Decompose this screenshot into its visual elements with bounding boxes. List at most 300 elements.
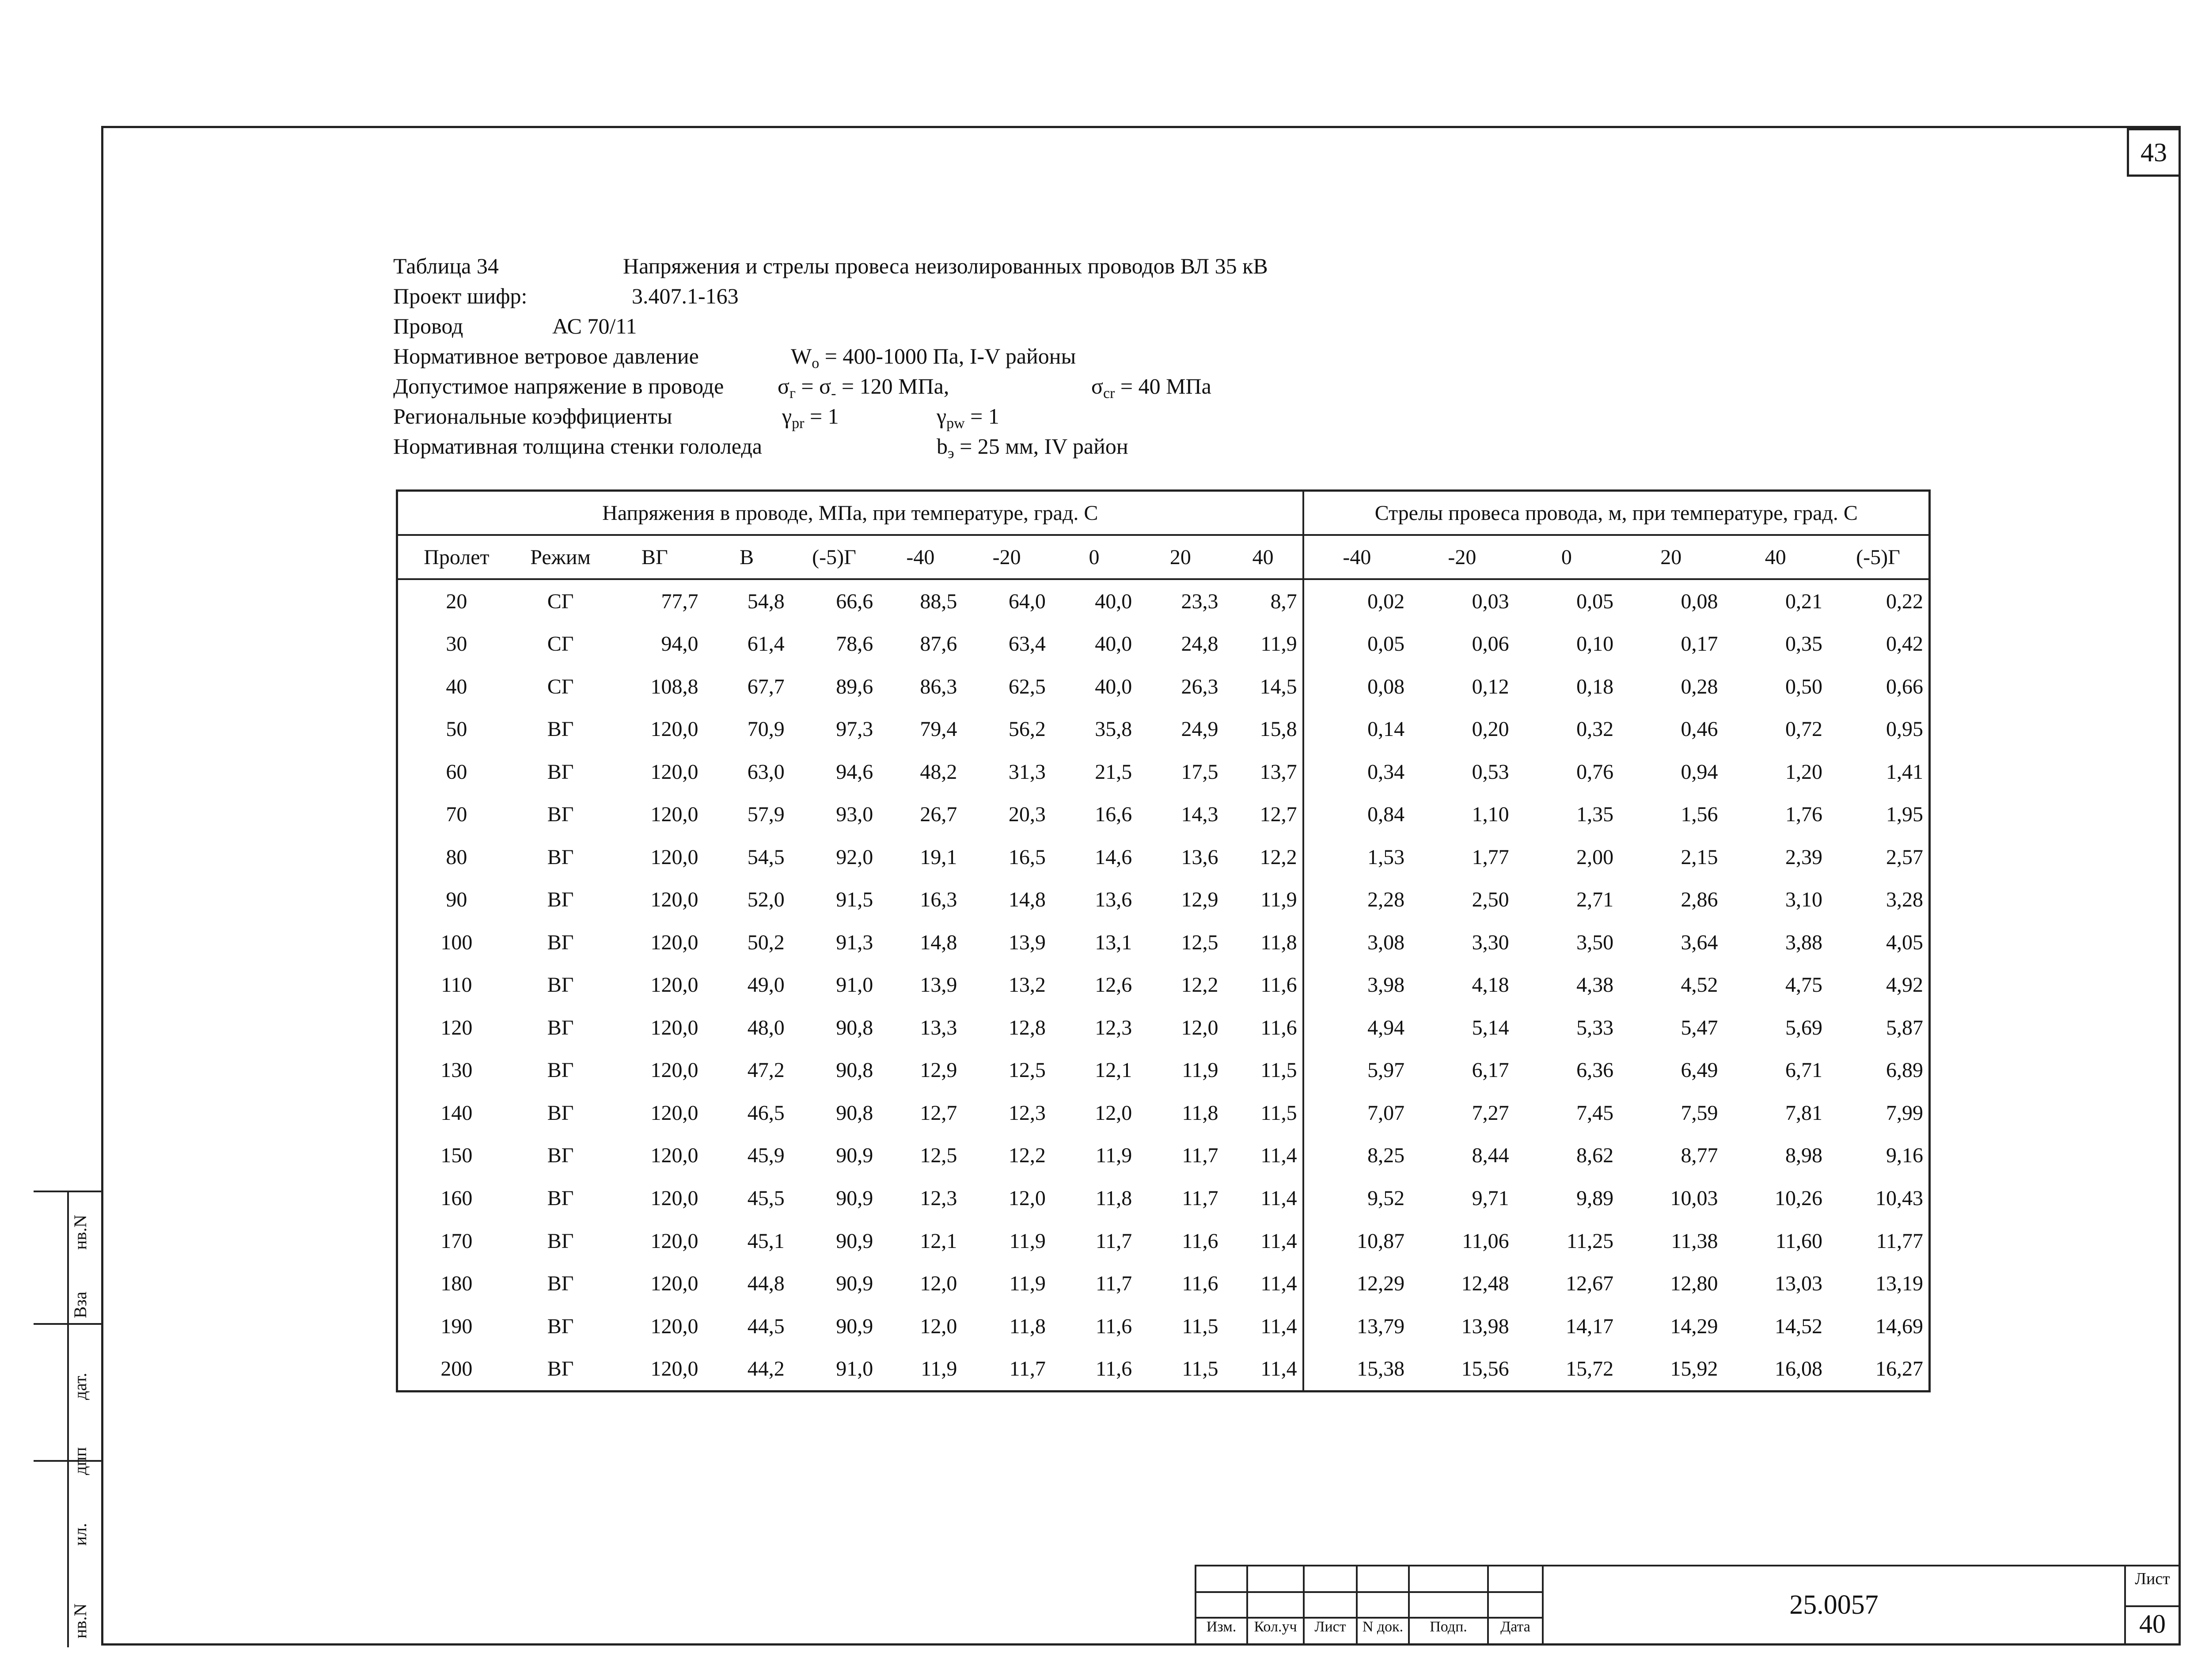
table-cell: 91,0 — [836, 1357, 873, 1381]
table-cell: 10,87 — [1357, 1229, 1405, 1253]
project-code: 3.407.1-163 — [632, 284, 739, 308]
table-cell: 86,3 — [920, 675, 957, 698]
table-row — [397, 1347, 1930, 1391]
table-cell: 87,6 — [920, 632, 957, 656]
column-header: -40 — [1303, 535, 1410, 579]
table-cell: 120,0 — [650, 1058, 698, 1082]
table-cell: 40,0 — [1095, 589, 1132, 613]
table-cell: 0,05 — [1367, 632, 1405, 656]
table-cell: 11,7 — [1096, 1229, 1132, 1253]
title-block — [1195, 1565, 2181, 1646]
table-cell: 11,4 — [1224, 1347, 1303, 1391]
table-title: Напряжения и стрелы провеса неизолированных проводов ВЛ 35 кВ — [623, 254, 1268, 278]
table-cell: 0,35 — [1785, 632, 1822, 656]
table-cell: 4,05 — [1886, 930, 1923, 954]
table-cell: 6,17 — [1472, 1058, 1509, 1082]
table-cell: 5,97 — [1367, 1058, 1405, 1082]
tb-col-kolvo: Кол.уч — [1254, 1619, 1297, 1635]
table-cell: 91,5 — [836, 888, 873, 912]
table-cell: 0,10 — [1576, 632, 1614, 656]
table-row — [397, 793, 1930, 836]
table-cell: 12,7 — [1224, 793, 1303, 836]
table-cell: 3,88 — [1785, 930, 1822, 954]
table-cell: 120,0 — [650, 803, 698, 827]
table-cell: 120,0 — [650, 1101, 698, 1125]
table-cell: 0,20 — [1472, 717, 1509, 741]
table-cell: 11,7 — [1182, 1186, 1218, 1210]
project-label: Проект шифр: — [393, 284, 528, 308]
tb-col-izm: Изм. — [1206, 1619, 1237, 1635]
table-cell: 11,5 — [1182, 1357, 1218, 1381]
column-header: 40 — [1723, 535, 1828, 579]
table-cell: 0,66 — [1886, 675, 1923, 698]
table-cell: 2,57 — [1886, 845, 1923, 869]
table-cell: 140 — [440, 1101, 473, 1125]
table-cell: 4,92 — [1886, 973, 1923, 997]
table-cell: 13,9 — [1008, 930, 1046, 954]
table-cell: 11,6 — [1096, 1314, 1132, 1338]
table-cell: 2,71 — [1576, 888, 1614, 912]
table-cell: 13,98 — [1461, 1314, 1509, 1338]
table-cell: ВГ — [547, 930, 574, 954]
table-cell: 79,4 — [920, 717, 957, 741]
table-cell: 46,5 — [747, 1101, 785, 1125]
table-cell: 7,27 — [1472, 1101, 1509, 1125]
table-cell: 7,59 — [1681, 1101, 1718, 1125]
table-cell: 90,9 — [836, 1272, 873, 1296]
table-row — [397, 1092, 1930, 1134]
table-cell: 7,81 — [1785, 1101, 1822, 1125]
table-cell: 13,3 — [920, 1016, 957, 1039]
table-cell: 14,6 — [1095, 845, 1132, 869]
table-cell: СГ — [547, 589, 574, 613]
table-cell: 20 — [446, 589, 467, 613]
table-row — [397, 1049, 1930, 1092]
table-cell: ВГ — [547, 1314, 574, 1338]
table-cell: 0,05 — [1576, 589, 1614, 613]
table-cell: ВГ — [547, 760, 574, 784]
stress-label: Допустимое напряжение в проводе — [393, 374, 724, 398]
table-cell: 3,10 — [1785, 888, 1822, 912]
table-cell: 1,77 — [1472, 845, 1509, 869]
table-cell: 45,1 — [747, 1229, 785, 1253]
table-cell: 93,0 — [836, 803, 873, 827]
table-cell: 4,52 — [1681, 973, 1718, 997]
table-cell: 12,9 — [920, 1058, 957, 1082]
table-cell: 150 — [440, 1144, 473, 1168]
page-number: 43 — [2127, 128, 2181, 177]
table-cell: 14,69 — [1875, 1314, 1923, 1338]
table-cell: 11,06 — [1462, 1229, 1509, 1253]
table-cell: 89,6 — [836, 675, 873, 698]
table-cell: 1,56 — [1681, 803, 1718, 827]
table-cell: 31,3 — [1008, 760, 1046, 784]
table-row — [397, 964, 1930, 1007]
margin-stamp — [34, 1191, 101, 1646]
table-cell: 12,3 — [1008, 1101, 1046, 1125]
table-cell: 12,67 — [1566, 1272, 1614, 1296]
table-cell: 0,02 — [1367, 589, 1405, 613]
table-cell: 45,9 — [747, 1144, 785, 1168]
column-header: -20 — [962, 535, 1051, 579]
table-cell: 67,7 — [747, 675, 785, 698]
column-header: Режим — [515, 535, 606, 579]
table-cell: 3,98 — [1367, 973, 1405, 997]
table-cell: 49,0 — [747, 973, 785, 997]
table-cell: 60 — [446, 760, 467, 784]
sheet-label: Лист — [2135, 1570, 2170, 1588]
table-cell: 88,5 — [920, 589, 957, 613]
table-cell: 11,8 — [1096, 1186, 1132, 1210]
table-cell: 92,0 — [836, 845, 873, 869]
column-header-row — [397, 535, 1930, 579]
table-cell: 9,16 — [1886, 1144, 1923, 1168]
wire-value: АС 70/11 — [552, 314, 637, 338]
table-cell: 90,8 — [836, 1101, 873, 1125]
table-cell: 0,42 — [1886, 632, 1923, 656]
table-cell: 14,17 — [1566, 1314, 1614, 1338]
table-cell: 9,89 — [1576, 1186, 1614, 1210]
table-cell: 5,47 — [1681, 1016, 1718, 1039]
table-cell: 78,6 — [836, 632, 873, 656]
table-cell: 11,38 — [1671, 1229, 1718, 1253]
table-cell: 12,7 — [920, 1101, 957, 1125]
group-header-sag: Стрелы провеса провода, м, при температуре, град. С — [1303, 491, 1930, 535]
table-cell: 120,0 — [650, 1314, 698, 1338]
table-cell: 63,4 — [1008, 632, 1046, 656]
table-cell: 10,43 — [1875, 1186, 1923, 1210]
group-header-row — [397, 491, 1930, 535]
table-cell: 11,4 — [1224, 1177, 1303, 1220]
table-cell: 5,14 — [1472, 1016, 1509, 1039]
table-cell: ВГ — [547, 1101, 574, 1125]
table-cell: 12,48 — [1461, 1272, 1509, 1296]
table-cell: 11,4 — [1224, 1134, 1303, 1177]
table-cell: 54,8 — [747, 589, 785, 613]
tb-col-list: Лист — [1314, 1619, 1346, 1635]
table-cell: 0,28 — [1681, 675, 1718, 698]
table-cell: 1,20 — [1785, 760, 1822, 784]
wind-value: $W_o = 400-1000$ Па, I-V районы — [791, 344, 1076, 372]
coef-label: Региональные коэффициенты — [393, 404, 672, 429]
table-cell: 14,8 — [1008, 888, 1046, 912]
table-cell: 1,41 — [1886, 760, 1923, 784]
table-cell: 1,95 — [1886, 803, 1923, 827]
table-cell: 130 — [440, 1058, 473, 1082]
table-cell: 2,39 — [1785, 845, 1822, 869]
table-cell: 5,87 — [1886, 1016, 1923, 1039]
table-cell: 12,0 — [920, 1314, 957, 1338]
table-cell: 4,75 — [1785, 973, 1822, 997]
table-cell: 90,8 — [836, 1016, 873, 1039]
table-cell: 8,62 — [1576, 1144, 1614, 1168]
column-header: 20 — [1137, 535, 1223, 579]
table-cell: 11,7 — [1009, 1357, 1046, 1381]
table-cell: 12,0 — [920, 1272, 957, 1296]
column-header: Пролет — [397, 535, 515, 579]
table-cell: 90 — [446, 888, 467, 912]
table-cell: 4,94 — [1367, 1016, 1405, 1039]
table-cell: 120,0 — [650, 1229, 698, 1253]
table-cell: ВГ — [547, 1016, 574, 1039]
table-cell: 16,6 — [1095, 803, 1132, 827]
table-cell: 12,0 — [1008, 1186, 1046, 1210]
table-cell: 12,5 — [920, 1144, 957, 1168]
margin-label: дпп — [70, 1447, 90, 1475]
table-cell: 80 — [446, 845, 467, 869]
table-cell: 11,5 — [1224, 1049, 1303, 1092]
table-cell: 11,60 — [1775, 1229, 1822, 1253]
table-cell: 12,1 — [920, 1229, 957, 1253]
table-cell: 2,50 — [1472, 888, 1509, 912]
tb-col-ndok: N док. — [1362, 1619, 1404, 1635]
table-cell: 4,18 — [1472, 973, 1509, 997]
column-header: 0 — [1514, 535, 1619, 579]
table-cell: 13,7 — [1224, 751, 1303, 793]
table-row — [397, 1220, 1930, 1263]
table-cell: 7,45 — [1576, 1101, 1614, 1125]
table-cell: 0,95 — [1886, 717, 1923, 741]
table-cell: 0,46 — [1681, 717, 1718, 741]
table-cell: 3,30 — [1472, 930, 1509, 954]
tb-col-data: Дата — [1500, 1619, 1530, 1635]
column-header: В — [703, 535, 789, 579]
table-cell: 12,6 — [1095, 973, 1132, 997]
table-cell: 11,8 — [1224, 921, 1303, 964]
table-cell: 0,76 — [1576, 760, 1614, 784]
table-cell: 0,94 — [1681, 760, 1718, 784]
table-cell: 15,72 — [1566, 1357, 1614, 1381]
table-cell: 12,2 — [1224, 836, 1303, 879]
table-cell: 2,15 — [1681, 845, 1718, 869]
table-cell: 108,8 — [650, 675, 698, 698]
table-cell: 11,9 — [1224, 623, 1303, 666]
table-cell: 11,4 — [1224, 1262, 1303, 1305]
table-cell: 35,8 — [1095, 717, 1132, 741]
table-cell: 120,0 — [650, 1186, 698, 1210]
table-label: Таблица 34 — [393, 254, 499, 278]
table-cell: 0,72 — [1785, 717, 1822, 741]
table-cell: 11,8 — [1182, 1101, 1218, 1125]
table-row — [397, 665, 1930, 708]
table-cell: 48,0 — [747, 1016, 785, 1039]
table-cell: 120,0 — [650, 1016, 698, 1039]
table-cell: 94,0 — [661, 632, 698, 656]
table-cell: 15,56 — [1461, 1357, 1509, 1381]
table-cell: 48,2 — [920, 760, 957, 784]
table-cell: 23,3 — [1181, 589, 1218, 613]
stress2-value: $\sigma_{cr} = 40$ МПа — [1091, 374, 1211, 402]
table-cell: 1,76 — [1785, 803, 1822, 827]
table-cell: 6,89 — [1886, 1058, 1923, 1082]
table-cell: 0,06 — [1472, 632, 1509, 656]
table-cell: СГ — [547, 675, 574, 698]
table-cell: 14,8 — [920, 930, 957, 954]
table-cell: 0,08 — [1681, 589, 1718, 613]
table-cell: 90,9 — [836, 1314, 873, 1338]
table-cell: 190 — [440, 1314, 473, 1338]
column-header: -40 — [878, 535, 962, 579]
table-cell: 8,98 — [1785, 1144, 1822, 1168]
table-cell: 8,44 — [1472, 1144, 1509, 1168]
table-cell: ВГ — [547, 803, 574, 827]
table-cell: 47,2 — [747, 1058, 785, 1082]
table-cell: 8,77 — [1681, 1144, 1718, 1168]
table-cell: 3,08 — [1367, 930, 1405, 954]
table-cell: 11,8 — [1009, 1314, 1046, 1338]
table-row — [397, 708, 1930, 751]
column-header: ВГ — [606, 535, 703, 579]
table-cell: 12,3 — [1095, 1016, 1132, 1039]
table-cell: 30 — [446, 632, 467, 656]
table-cell: 11,9 — [1009, 1229, 1046, 1253]
table-cell: 44,5 — [747, 1314, 785, 1338]
table-cell: 11,6 — [1182, 1229, 1218, 1253]
table-cell: ВГ — [547, 845, 574, 869]
table-cell: 64,0 — [1008, 589, 1046, 613]
table-cell: 15,92 — [1670, 1357, 1718, 1381]
table-cell: 3,64 — [1681, 930, 1718, 954]
table-cell: 15,8 — [1224, 708, 1303, 751]
table-cell: 8,7 — [1224, 579, 1303, 623]
table-cell: ВГ — [547, 717, 574, 741]
table-cell: 11,4 — [1224, 1305, 1303, 1348]
table-row — [397, 836, 1930, 879]
table-cell: 26,7 — [920, 803, 957, 827]
table-cell: 1,53 — [1367, 845, 1405, 869]
table-cell: 110 — [441, 973, 472, 997]
table-cell: 11,7 — [1096, 1272, 1132, 1296]
table-cell: 14,52 — [1774, 1314, 1822, 1338]
table-cell: 120,0 — [650, 1144, 698, 1168]
table-cell: 2,28 — [1367, 888, 1405, 912]
table-cell: 12,29 — [1357, 1272, 1405, 1296]
table-cell: 9,71 — [1472, 1186, 1509, 1210]
table-cell: 0,32 — [1576, 717, 1614, 741]
table-cell: 120,0 — [650, 888, 698, 912]
table-cell: ВГ — [547, 1144, 574, 1168]
table-cell: 12,9 — [1181, 888, 1218, 912]
table-cell: ВГ — [547, 1186, 574, 1210]
table-cell: 13,79 — [1357, 1314, 1405, 1338]
table-cell: 11,77 — [1876, 1229, 1923, 1253]
table-cell: ВГ — [547, 1229, 574, 1253]
table-cell: 14,29 — [1670, 1314, 1718, 1338]
table-cell: 0,53 — [1472, 760, 1509, 784]
table-cell: 11,5 — [1224, 1092, 1303, 1134]
table-cell: 16,5 — [1008, 845, 1046, 869]
table-cell: 45,5 — [747, 1186, 785, 1210]
table-cell: 0,84 — [1367, 803, 1405, 827]
column-header: 40 — [1224, 535, 1303, 579]
table-cell: 0,03 — [1472, 589, 1509, 613]
stress-value: $\sigma_г = \sigma_- = 120$ МПа, — [778, 374, 949, 402]
table-cell: 2,00 — [1576, 845, 1614, 869]
table-cell: ВГ — [547, 1058, 574, 1082]
margin-label: ил. — [70, 1523, 90, 1546]
table-cell: 0,12 — [1472, 675, 1509, 698]
table-cell: 94,6 — [836, 760, 873, 784]
table-cell: 70 — [446, 803, 467, 827]
table-row — [397, 1305, 1930, 1348]
table-cell: 6,49 — [1681, 1058, 1718, 1082]
table-cell: 6,36 — [1576, 1058, 1614, 1082]
table-row — [397, 751, 1930, 793]
table-row — [397, 1006, 1930, 1049]
table-cell: 17,5 — [1181, 760, 1218, 784]
margin-cell — [34, 1462, 101, 1647]
column-header: (-5)Г — [790, 535, 878, 579]
table-cell: 4,38 — [1576, 973, 1614, 997]
table-cell: 90,9 — [836, 1186, 873, 1210]
table-cell: 14,5 — [1224, 665, 1303, 708]
margin-cell — [34, 1192, 101, 1325]
table-cell: 120,0 — [650, 973, 698, 997]
table-cell: 12,2 — [1181, 973, 1218, 997]
table-cell: 0,08 — [1367, 675, 1405, 698]
table-row — [397, 921, 1930, 964]
table-cell: 12,8 — [1008, 1016, 1046, 1039]
table-cell: 90,9 — [836, 1229, 873, 1253]
table-cell: 0,22 — [1886, 589, 1923, 613]
margin-label: дат. — [70, 1373, 90, 1400]
table-cell: 5,33 — [1576, 1016, 1614, 1039]
table-cell: 13,9 — [920, 973, 957, 997]
table-cell: ВГ — [547, 888, 574, 912]
table-cell: 12,80 — [1670, 1272, 1718, 1296]
table-cell: ВГ — [547, 1357, 574, 1381]
table-cell: 20,3 — [1008, 803, 1046, 827]
column-header: -20 — [1410, 535, 1514, 579]
table-cell: 7,07 — [1367, 1101, 1405, 1125]
table-cell: 6,71 — [1785, 1058, 1822, 1082]
coef2-value: $\gamma_{pw} = 1$ — [937, 404, 999, 432]
table-cell: 180 — [440, 1272, 473, 1296]
table-cell: 9,52 — [1367, 1186, 1405, 1210]
table-cell: 19,1 — [920, 845, 957, 869]
table-cell: 0,18 — [1576, 675, 1614, 698]
table-cell: СГ — [547, 632, 574, 656]
table-cell: 16,3 — [920, 888, 957, 912]
table-cell: 90,9 — [836, 1144, 873, 1168]
table-cell: 40,0 — [1095, 675, 1132, 698]
sheet-box — [2124, 1565, 2181, 1646]
table-cell: 200 — [440, 1357, 473, 1381]
table-cell: 0,50 — [1785, 675, 1822, 698]
table-cell: 120 — [440, 1016, 473, 1039]
table-cell: 120,0 — [650, 717, 698, 741]
table-cell: 50,2 — [747, 930, 785, 954]
table-cell: 10,03 — [1670, 1186, 1718, 1210]
table-cell: 120,0 — [650, 1357, 698, 1381]
table-cell: 12,5 — [1181, 930, 1218, 954]
table-cell: 24,8 — [1181, 632, 1218, 656]
table-row — [397, 1262, 1930, 1305]
table-cell: 15,38 — [1357, 1357, 1405, 1381]
table-cell: 120,0 — [650, 845, 698, 869]
table-cell: 16,27 — [1875, 1357, 1923, 1381]
margin-label: нв.N — [70, 1603, 90, 1638]
table-cell: 54,5 — [747, 845, 785, 869]
table-cell: 8,25 — [1367, 1144, 1405, 1168]
table-cell: 11,5 — [1182, 1314, 1218, 1338]
table-cell: 40 — [446, 675, 467, 698]
table-cell: 7,99 — [1886, 1101, 1923, 1125]
table-cell: 90,8 — [836, 1058, 873, 1082]
table-cell: 11,6 — [1096, 1357, 1132, 1381]
table-cell: 14,3 — [1181, 803, 1218, 827]
table-cell: 13,2 — [1008, 973, 1046, 997]
